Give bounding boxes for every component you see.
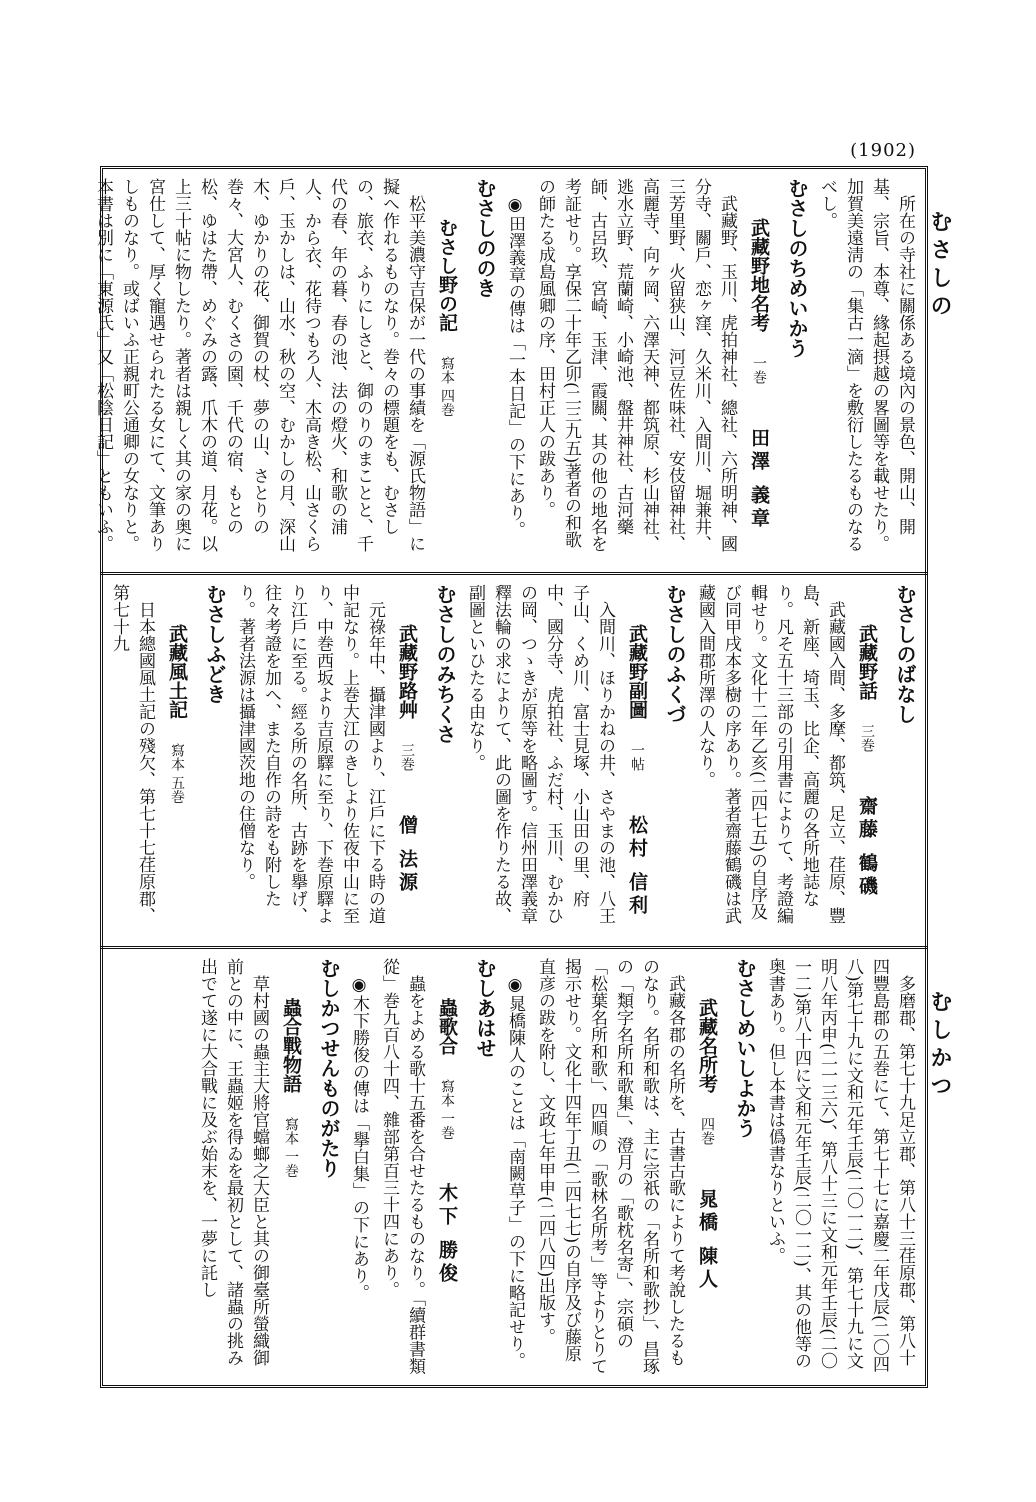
book-title: 武藏風土記 [166, 624, 188, 719]
book-entry [624, 584, 650, 936]
entry-text: 所在の寺社に關係ある境內の景色、開山、開基、宗旨、本尊、緣起摂越の畧圖等を載せたり。加賀美遠淸の「集古一滴」を敷衍したるものなるべし。 [817, 178, 915, 552]
entry-text: 入間川、ほりかねの井、さやまの池、八王子山、くめ川、富士見塚、小山田の里、府中、國分寺、虎拍社、ふだ村、玉川、むかひの岡、つゝきが原等を略圖す。信州田澤義章釋法輪の求によりて、此の圖を作りたる故、副圖といひたる由なり。 [465, 584, 615, 924]
book-volumes: 寫本 一巻 [439, 1079, 455, 1140]
entry-headword: むさしのふくづ [663, 584, 687, 724]
book-title: 武藏野話 [856, 624, 878, 700]
book-volumes: 一帖 [629, 743, 645, 771]
book-author: 晁橋 陳人 [696, 1189, 718, 1292]
entry-text: 日本總國風土記の殘欠、第七十七荏原郡、第七十九 [109, 584, 155, 924]
entry-text: 武藏野、玉川、虎拍神社、總社、六所明神、國分寺、關戶、恋ヶ窪、久米川、入間川、堀兼井、三芳里野、火留狭山、河豆佐味社、安伎留神社、高麗寺、向ヶ岡、六澤天神、都筑原、杉山神社、逃水立野、荒蘭崎、小崎池、盤井神社、古河藥師、古呂玖、宮崎、玉津、霞關、其の他の地名を考証せり。享保二十年乙卯(二三九五)著者の和歌の師たる成島風卿の序、田村正人の跋あり。 [535, 178, 737, 552]
entry-text: 多磨郡、第七十九足立郡、第八十三荏原郡、第八十四豐島郡の五巻にて、第七十七に嘉慶二年戊辰(二〇四八)第七十九に文和元年壬辰(二〇一二)、第七十九に文明八年丙申(二一三六)、第八十三に文和元年壬辰(二〇一二)第八十四に文和元年壬辰(二〇一二)、其の他等の奥書あり。但し本書は僞書なりといふ。 [765, 958, 915, 1373]
entry-headword: むさしのちめいかう [785, 178, 809, 358]
book-volumes: 三巻 [859, 724, 875, 752]
section-middle [108, 584, 918, 936]
book-title: 武藏名所考 [696, 998, 718, 1093]
entry-headword: むさしふどき [203, 584, 227, 704]
book-entry [394, 584, 420, 936]
book-entry [434, 958, 460, 1378]
book-volumes: 四巻 [699, 1117, 715, 1145]
entry-text: 武藏各郡の名所を、古書古歌によりて考說したるものなり。名所和歌は、主に宗祇の「名所和歌抄」、昌琢の「類字名所和歌集」、澄月の「歌枕名寄」、宗碩の「松葉名所和歌」、四順の「歌林名所考」等よりとりて揭示せり。文化十四年丁丑(二四七七)の自序及び藤原直彦の跋を附し、文政七年甲申(二四八四)出版す。 [535, 958, 685, 1375]
book-title: 武藏野副圖 [626, 624, 648, 719]
book-entry [746, 178, 772, 562]
book-author: 松村 信利 [626, 815, 648, 918]
book-title: 蟲合戰物語 [280, 998, 302, 1093]
entry-text: 松平美濃守吉保が一代の事績を「源氏物語」に擬へ作れるものなり。巻々の標題をも、むさしの、旅衣、ふりにしさと、御のりのまことと、千代の春、年の暮、春の池、法の燈火、和歌の浦人、から衣、花待つもろ人、木高き松、山さくら戶、玉かしは、山水、秋の空、むかしの月、深山木、ゆかりの花、御賀の杖、夢の山、さとりの巻々、大宮人、むくさの園、千代の宿、もとの松、ゆはた帶、めぐみの露、爪木の道、月花。以上三十帖に物したり。著者は親しく其の家の奥に宮仕して、厚く寵遇せられたる女にて、文筆ありしものなり。或ばいふ正親町公通卿の女なりと。本書は別に「東源氏」又「松陰日記」ともいふ。 [93, 178, 425, 552]
book-volumes: 寫本 一巻 [283, 1117, 299, 1178]
entry-text: 武藏國入間、多摩、都筑、足立、荏原、豐島、新座、埼玉、比企、高麗の各所地誌なり。凡そ五十三部の引用書によりて、考證編輯せり。文化十二年乙亥(二四七五)の自序及び同甲戌本多樹の序あり。著者齋藤鶴磯は武藏國入間郡所澤の人なり。 [695, 584, 845, 924]
entry-headword: むさしののき [473, 178, 497, 298]
entry-headword: むさしのばなし [893, 584, 917, 724]
entry-text: ◉田澤義章の傳は「一本日記」の下にあり。 [505, 195, 525, 538]
divider-upper [100, 572, 928, 575]
section-bottom [108, 958, 918, 1378]
headword-top: むさしの [927, 210, 953, 322]
entry-text: 元祿年中、攝津國より、江戶に下る時の道中記なり。上巻大江のきしより佐夜中山に至り、中巻西坂より吉原驛に至り、下巻原驛より江戶に至る。經る所の名所、古跡を擧げ、往々考證を加へ、また自作の詩をも附したり。著者法源は攝津國茨地の住僧なり。 [235, 584, 385, 924]
book-volumes: 一巻 [751, 356, 767, 384]
entry-headword: むさしのみちくさ [433, 584, 457, 744]
book-entry [278, 958, 304, 1378]
book-author: 田澤 義章 [748, 428, 770, 531]
book-entry [164, 584, 190, 936]
book-entry [694, 958, 720, 1378]
book-title: 武藏野路艸 [396, 624, 418, 719]
entry-text: 蟲をよめる歌十五番を合せたるものなり。「續群書類從」巻九百八十四、雜部第百三十四にあり。 [379, 958, 425, 1375]
entry-text: 草村國の蟲主大將官蟷螂之大臣と其の御臺所螢織御前との中に、王蟲姬を得ゐを最初として、諸蟲の挑み出でて遂に大合戰に及ぶ始末を、一夢に託し [197, 958, 269, 1366]
entry-headword: むさしめいしよかう [733, 958, 757, 1138]
entry-headword: むしあはせ [473, 958, 497, 1058]
book-title: 蟲歌合 [436, 998, 458, 1055]
section-top [93, 178, 918, 562]
book-volumes: 寫本 五巻 [169, 743, 185, 804]
entry-headword: むしかつせんものがたり [317, 958, 341, 1178]
entry-text: ◉木下勝俊の傳は「擧白集」の下にあり。 [349, 975, 369, 1301]
book-title: 武藏野地名考 [748, 218, 770, 332]
entry-text: ◉晁橋陳人のことは「南闕草子」の下に略記せり。 [505, 975, 525, 1369]
book-title: むさし野の記 [436, 218, 458, 332]
divider-lower [100, 946, 928, 949]
book-author: 僧 法源 [396, 815, 418, 895]
book-entry [434, 178, 460, 562]
book-author: 木下 勝俊 [436, 1183, 458, 1287]
book-volumes: 三巻 [399, 743, 415, 771]
headword-bottom: むしかつ [927, 990, 953, 1102]
book-volumes: 寫本 四巻 [439, 356, 455, 417]
book-author: 齋藤 鶴磯 [856, 796, 878, 899]
book-entry [854, 584, 880, 936]
page-number: (1902) [850, 140, 916, 161]
